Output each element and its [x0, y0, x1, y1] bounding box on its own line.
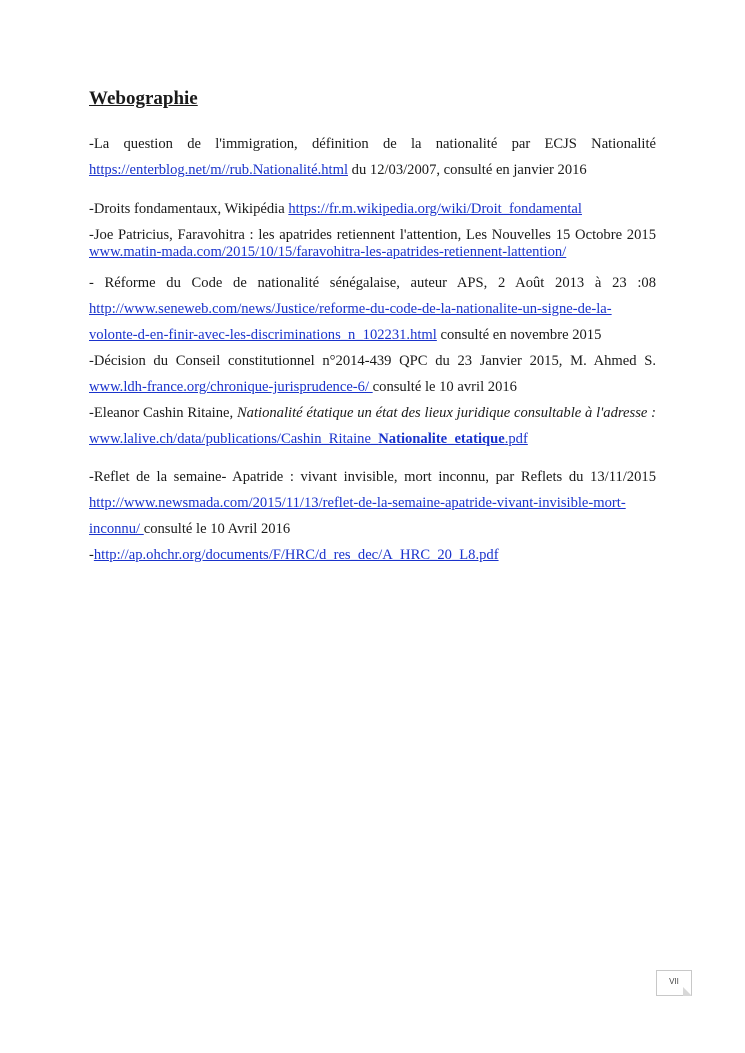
reference-italic-title: Nationalité étatique un état des lieux juridique consultable à l'adresse :: [236, 405, 656, 421]
reference-text: -Décision du Conseil constitutionnel n°2014-439 QPC du 23 Janvier 2015, M. Ahmed S.: [89, 353, 656, 369]
page-number: VII: [669, 977, 679, 986]
reference-text: -Eleanor Cashin Ritaine,: [89, 405, 237, 421]
reference-link-matin-mada[interactable]: www.matin-mada.com/2015/10/15/faravohitra-les-apatrides-retiennent-lattention/: [89, 244, 567, 260]
page-number-box: [656, 970, 692, 996]
reference-entry-faravohitra: [89, 227, 656, 261]
reference-text: consulté le 10 Avril 2016: [143, 521, 291, 537]
reference-link-lalive[interactable]: [89, 431, 528, 447]
reference-link-seneweb[interactable]: http://www.seneweb.com/news/Justice/reforme-du-code-de-la-nationalite-un-signe-de-la-volonte-d-en-finir-avec-les-discriminations_n_102231.html: [89, 301, 612, 343]
reference-link-enterblog[interactable]: https://enterblog.net/m//rub.Nationalité.html: [89, 162, 348, 178]
reference-entry-reflet-semaine: [89, 464, 656, 542]
reference-link-wikipedia[interactable]: https://fr.m.wikipedia.org/wiki/Droit_fondamental: [288, 201, 582, 217]
link-part-bold: Nationalite_etatique: [378, 431, 505, 447]
reference-text: - Réforme du Code de nationalité sénégalaise, auteur APS, 2 Août 2013 à 23 :08: [89, 275, 656, 291]
page-title: Webographie: [89, 88, 198, 109]
reference-entry-cashin-ritaine: [89, 400, 656, 452]
reference-text: -Joe Patricius, Faravohitra : les apatrides retiennent l'attention, Les Nouvelles 15 Octobre 2015: [89, 227, 656, 243]
reference-link-newsmada[interactable]: http://www.newsmada.com/2015/11/13/reflet-de-la-semaine-apatride-vivant-invisible-mort-inconnu/: [89, 495, 626, 537]
reference-entry-immigration: [89, 131, 656, 183]
reference-link-ldh-france[interactable]: www.ldh-france.org/chronique-jurisprudence-6/: [89, 379, 373, 395]
reference-text: -Reflet de la semaine- Apatride : vivant invisible, mort inconnu, par Reflets du 13/11/2015: [89, 469, 656, 485]
reference-text: consulté en novembre 2015: [436, 327, 602, 343]
reference-text: -: [89, 547, 94, 563]
reference-text: du 12/03/2007, consulté en janvier 2016: [348, 162, 587, 178]
reference-link-ohchr[interactable]: http://ap.ohchr.org/documents/F/HRC/d_res_dec/A_HRC_20_L8.pdf: [93, 547, 499, 563]
page-curl-icon: [683, 987, 692, 996]
reference-entry-ohchr: [89, 542, 656, 568]
reference-entry-conseil-constitutionnel: [89, 348, 656, 400]
reference-text: -La question de l'immigration, définition de la nationalité par ECJS Nationalité: [89, 136, 656, 152]
reference-text: -Droits fondamentaux, Wikipédia: [89, 201, 289, 217]
link-part: .pdf: [504, 431, 528, 447]
reference-text: consulté le 10 avril 2016: [372, 379, 517, 395]
reference-entry-reforme-senegal: [89, 270, 656, 348]
reference-entry-droits-fondamentaux: [89, 196, 656, 222]
link-part: www.lalive.ch/data/publications/Cashin_Ritaine_: [89, 431, 379, 447]
